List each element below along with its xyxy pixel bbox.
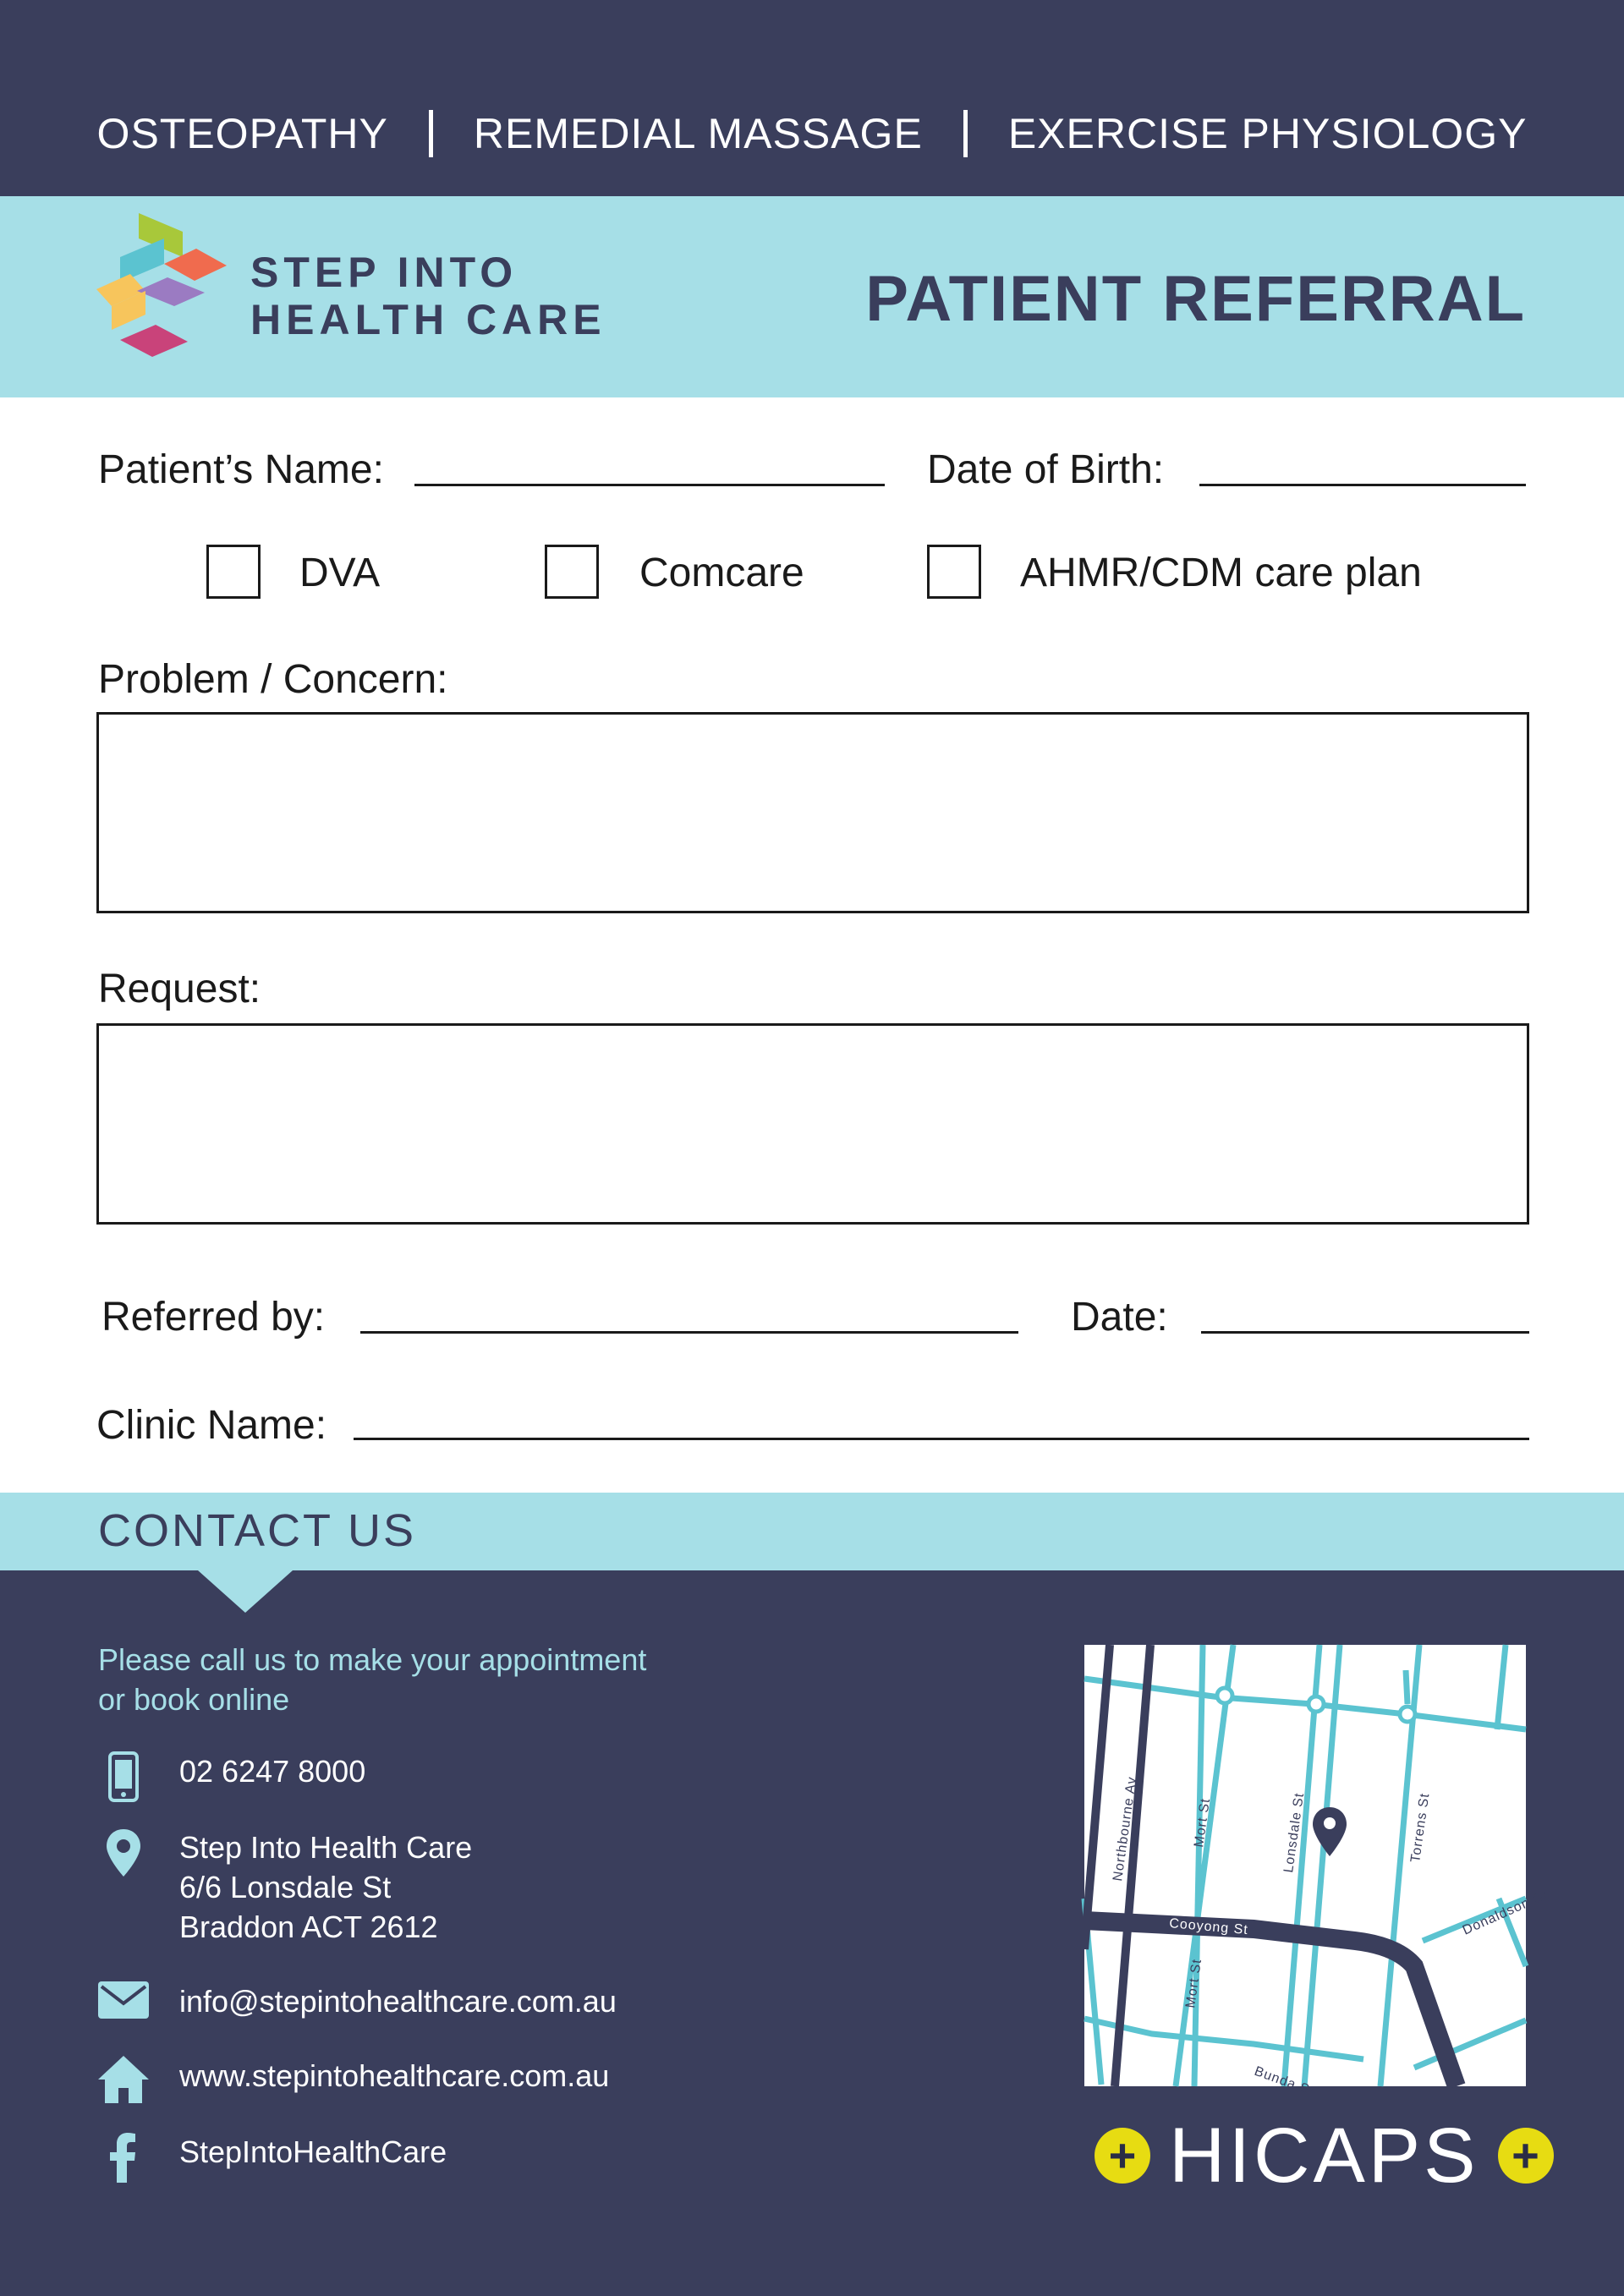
service-remedial-massage: REMEDIAL MASSAGE	[473, 110, 923, 157]
hicaps-plus-icon: +	[1095, 2128, 1150, 2184]
phone-row	[98, 1751, 365, 1802]
facebook-icon	[98, 2132, 149, 2183]
email-row	[98, 1981, 617, 2032]
divider	[963, 110, 968, 157]
date-of-birth-field[interactable]	[1199, 484, 1526, 486]
date-label: Date:	[1071, 1295, 1168, 1340]
contact-title: CONTACT US	[98, 1505, 417, 1556]
tagline-line-2: or book online	[98, 1682, 290, 1717]
date-of-birth-label: Date of Birth:	[927, 447, 1165, 492]
map-label-torrens: Torrens St	[1408, 1792, 1433, 1864]
dva-checkbox[interactable]	[206, 545, 261, 599]
service-exercise-physiology: EXERCISE PHYSIOLOGY	[1007, 110, 1528, 157]
address	[179, 1827, 472, 1947]
services-bar	[0, 0, 1624, 196]
map-label-lonsdale: Lonsdale St	[1281, 1791, 1308, 1874]
map-label-bunda: Bunda St	[1252, 2063, 1316, 2100]
facebook-row	[98, 2132, 447, 2183]
map-label-mort-south: Mort St	[1183, 1958, 1205, 2009]
location-map[interactable]	[1084, 1645, 1550, 2100]
header-band	[0, 196, 1624, 397]
contact-band-notch	[198, 1570, 293, 1613]
divider	[429, 110, 433, 157]
tagline-line-1: Please call us to make your appointment	[98, 1642, 647, 1677]
map-label-mort: Mort St	[1192, 1797, 1214, 1849]
brand-line-2: HEALTH CARE	[250, 296, 606, 343]
request-box[interactable]	[96, 1023, 1529, 1225]
phone-number[interactable]: 02 6247 8000	[179, 1754, 366, 1789]
location-pin-icon	[98, 1827, 149, 1878]
clinic-name-label: Clinic Name:	[96, 1403, 327, 1448]
clinic-name-field[interactable]	[354, 1438, 1529, 1440]
problem-concern-box[interactable]	[96, 712, 1529, 913]
request-label: Request:	[98, 967, 261, 1011]
contact-footer	[0, 1570, 1624, 2296]
map-label-northbourne: Northbourne Av	[1111, 1775, 1140, 1882]
referred-by-label: Referred by:	[102, 1295, 326, 1340]
address-line-3: Braddon ACT 2612	[179, 1910, 438, 1944]
map-label-cooyong: Cooyong St	[1168, 1916, 1249, 1938]
address-line-2: 6/6 Lonsdale St	[179, 1870, 392, 1904]
facebook-link[interactable]: StepIntoHealthCare	[179, 2134, 447, 2169]
brand-line-1: STEP INTO	[250, 249, 518, 296]
address-row	[98, 1827, 472, 1947]
website-link[interactable]: www.stepintohealthcare.com.au	[179, 2058, 610, 2093]
phone-icon	[98, 1751, 149, 1802]
patient-name-label: Patient’s Name:	[98, 447, 384, 492]
hicaps-label: HICAPS	[1169, 2112, 1479, 2199]
hicaps-logo	[1095, 2112, 1554, 2199]
dva-label: DVA	[299, 551, 381, 595]
referred-by-field[interactable]	[360, 1331, 1018, 1334]
care-plan-label: AHMR/CDM care plan	[1020, 551, 1422, 595]
home-icon	[98, 2056, 149, 2107]
comcare-label: Comcare	[639, 551, 804, 595]
problem-concern-label: Problem / Concern:	[98, 657, 448, 702]
map-label-donaldson: Donaldson St	[1460, 1888, 1550, 1938]
website-row	[98, 2056, 609, 2107]
brand-name	[250, 249, 606, 343]
brand-logo-icon	[95, 213, 230, 382]
date-field[interactable]	[1201, 1331, 1529, 1334]
hicaps-plus-icon: +	[1498, 2128, 1554, 2184]
map-graphic	[1084, 1645, 1550, 2100]
service-osteopathy: OSTEOPATHY	[96, 110, 388, 157]
mail-icon	[98, 1981, 149, 2032]
contact-band	[0, 1493, 1624, 1570]
contact-tagline	[98, 1640, 646, 1719]
form-title: PATIENT REFERRAL	[865, 263, 1526, 335]
email-link[interactable]: info@stepintohealthcare.com.au	[179, 1984, 617, 2019]
address-line-1: Step Into Health Care	[179, 1830, 473, 1865]
services-list	[0, 100, 1624, 167]
comcare-checkbox[interactable]	[545, 545, 599, 599]
patient-name-field[interactable]	[414, 484, 885, 486]
care-plan-checkbox[interactable]	[927, 545, 981, 599]
